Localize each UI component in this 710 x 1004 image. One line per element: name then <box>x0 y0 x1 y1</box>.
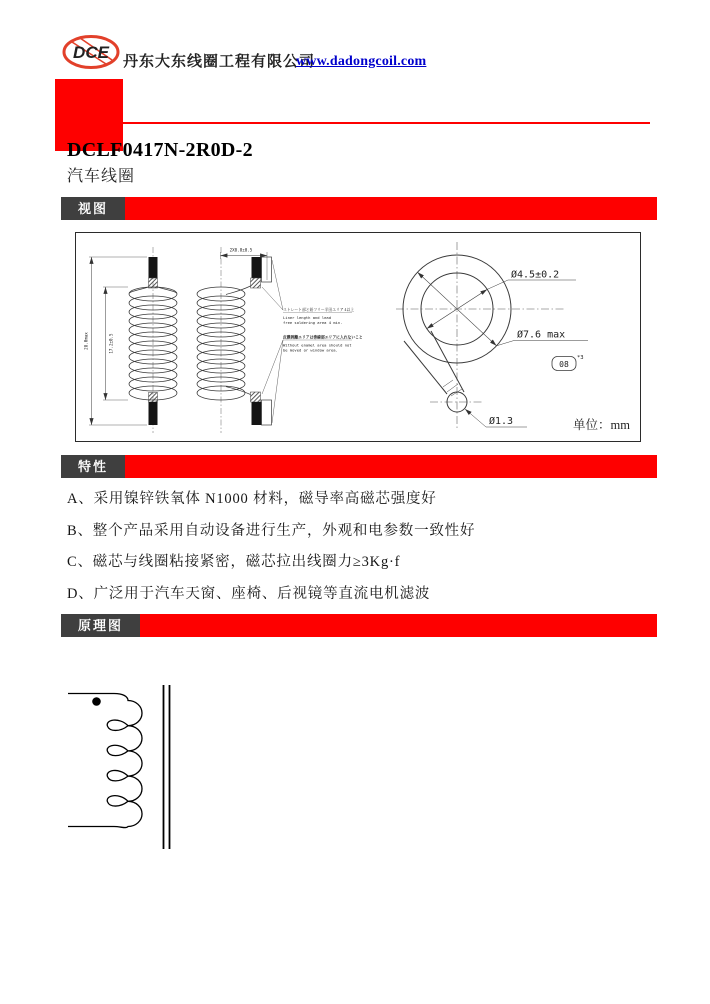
section-banner-features <box>61 455 657 478</box>
lead-hatch-bottom <box>148 392 157 402</box>
section-banner-view <box>61 197 657 220</box>
coil-top-view <box>396 242 588 430</box>
note1-en1: Liner length and lead <box>282 314 331 320</box>
detail-mark: 08 <box>558 359 569 369</box>
section-banner-schematic <box>61 614 657 637</box>
dim-coil-height: 17.2±0.5 <box>108 332 113 354</box>
dim-inner-dia: Ø4.5±0.2 <box>510 269 559 280</box>
dim-overall-height: 28.0max <box>83 331 88 350</box>
company-logo <box>60 30 124 74</box>
section-label-schematic: 原理图 <box>61 614 140 637</box>
coil-side-view-1 <box>83 247 177 433</box>
lead-sleeve-bottom <box>261 400 271 425</box>
coil-side-view-2 <box>197 247 363 433</box>
note1-en2: free soldering area 4 min. <box>282 319 342 325</box>
technical-drawing-box <box>75 232 641 442</box>
note2-en1: Without enamel area should not <box>282 342 352 347</box>
dim-outer-dia: Ø7.6 max <box>516 329 565 340</box>
section-label-view: 视图 <box>61 197 125 220</box>
website-link[interactable]: www.dadongcoil.com <box>296 54 427 69</box>
feature-item-d: D、广泛用于汽车天窗、座椅、后视镜等直流电机滤波 <box>67 586 431 602</box>
note2-jp: 皮膜剥離エリアは巻線部エリアに入れないこと <box>282 335 363 339</box>
note1-jp: ストレート部と鉛フリー半田エリア 4以上 <box>282 307 354 312</box>
lead-sleeve-top <box>261 257 271 282</box>
section-label-features: 特性 <box>61 455 125 478</box>
detail-mark-sup: *3 <box>576 354 584 361</box>
inductor-winding <box>68 694 142 828</box>
lead-bottom <box>148 402 157 425</box>
schematic-diagram <box>55 672 185 858</box>
part-number-title: DCLF0417N-2R0D-2 <box>67 139 253 161</box>
feature-item-b: B、整个产品采用自动设备进行生产，外观和电参数一致性好 <box>67 523 476 539</box>
feature-item-a: A、采用镍锌铁氧体 N1000 材料，磁导率高磁芯强度好 <box>67 491 437 507</box>
company-name: 丹东大东线圈工程有限公司 <box>123 53 316 70</box>
lead-hatch-top <box>148 278 157 288</box>
polarity-dot <box>92 697 101 706</box>
note2-en2: be moved or window area. <box>282 347 338 352</box>
logo-text: DCE <box>73 43 109 62</box>
dim-lead: 2X0.8±0.5 <box>229 247 252 252</box>
lead-bottom <box>251 402 261 425</box>
technical-drawing <box>75 232 641 442</box>
feature-item-c: C、磁芯与线圈粘接紧密，磁芯拉出线圈力≥3Kg·f <box>67 554 401 570</box>
unit-label: 单位：mm <box>572 417 630 432</box>
red-rule <box>123 122 650 124</box>
product-name: 汽车线圈 <box>67 168 136 185</box>
lead-top <box>148 257 157 278</box>
dim-wire-dia: Ø1.3 <box>488 415 513 427</box>
lead-top <box>251 257 261 278</box>
